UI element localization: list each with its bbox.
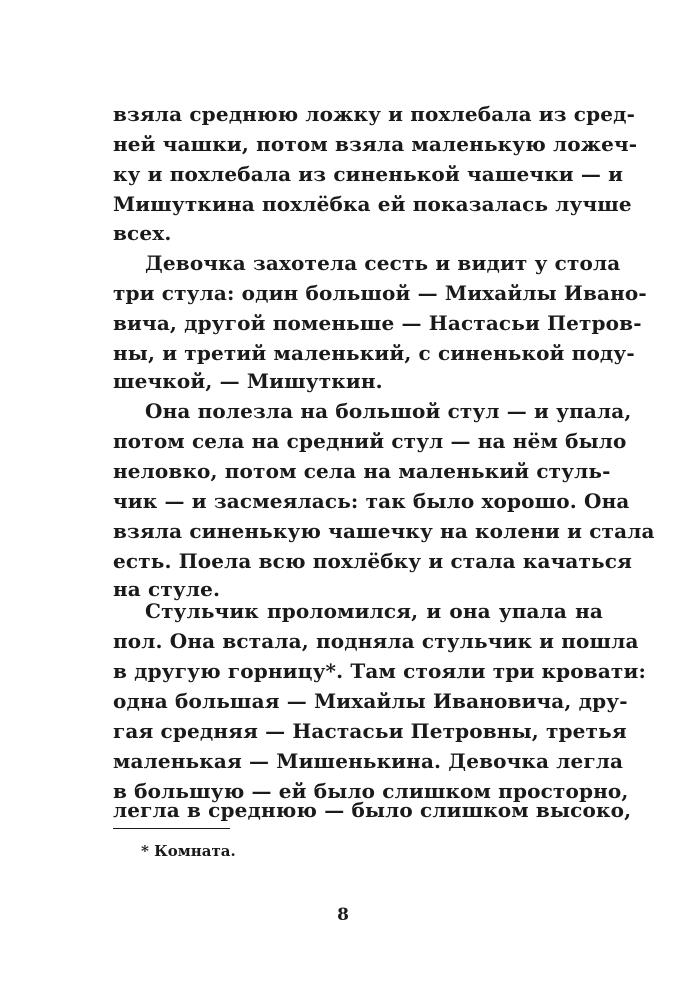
text-line: шечкой, — Мишуткин.	[113, 369, 383, 393]
text-line: потом села на средний стул — на нём было	[113, 429, 627, 453]
text-line: есть. Поела всю похлёбку и стала качаться	[113, 549, 633, 573]
text-line: на стуле.	[113, 577, 221, 601]
text-line: маленькая — Мишенькина. Девочка легла	[113, 749, 624, 773]
text-line: Стульчик проломился, и она упала на	[145, 599, 603, 623]
text-line: всех.	[113, 221, 172, 245]
text-line: взяла синенькую чашечку на колени и стала	[113, 519, 655, 543]
text-line: в большую — ей было слишком просторно,	[113, 779, 629, 803]
text-line: вича, другой поменьше — Настасьи Петров-	[113, 311, 642, 335]
text-line: три стула: один большой — Михайлы Ивано-	[113, 281, 647, 305]
text-line: ку и похлебала из синенькой чашечки — и	[113, 162, 624, 186]
text-line: Она полезла на большой стул — и упала,	[145, 399, 632, 423]
text-line: неловко, потом села на маленький стуль-	[113, 459, 611, 483]
text-line: Мишуткина похлёбка ей показалась лучше	[113, 192, 632, 216]
text-line: в другую горницу*. Там стояли три кровати:	[113, 659, 646, 683]
page-number: 8	[337, 905, 349, 925]
text-line: пол. Она встала, подняла стульчик и пошла	[113, 629, 639, 653]
footnote: * Комната.	[141, 842, 236, 860]
text-line: легла в среднюю — было слишком высоко,	[113, 798, 632, 822]
text-line: одна большая — Михайлы Ивановича, дру-	[113, 689, 628, 713]
text-line: ны, и третий маленький, с синенькой поду-	[113, 341, 635, 365]
text-line: ней чашки, потом взяла маленькую ложеч-	[113, 132, 638, 156]
text-line: взяла среднюю ложку и похлебала из сред-	[113, 102, 636, 126]
text-line: Девочка захотела сесть и видит у стола	[145, 251, 621, 275]
text-line: гая средняя — Настасьи Петровны, третья	[113, 719, 627, 743]
text-line: чик — и засмеялась: так было хорошо. Она	[113, 489, 630, 513]
footnote-divider	[113, 828, 230, 829]
